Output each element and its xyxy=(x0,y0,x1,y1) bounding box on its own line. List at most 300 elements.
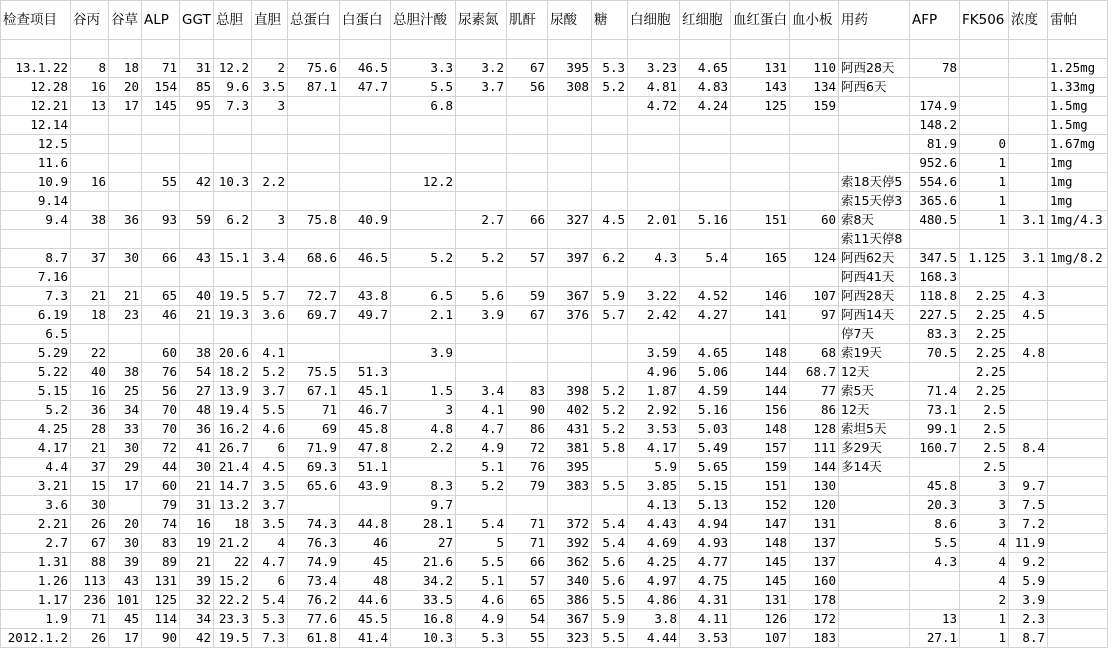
table-cell[interactable]: 2.7 xyxy=(1,534,71,553)
table-cell[interactable] xyxy=(1009,97,1048,116)
table-cell[interactable]: 15 xyxy=(71,477,109,496)
table-cell[interactable] xyxy=(252,135,288,154)
table-cell[interactable] xyxy=(340,268,391,287)
table-cell[interactable] xyxy=(839,591,910,610)
table-cell[interactable]: 68.7 xyxy=(790,363,839,382)
table-cell[interactable]: 3 xyxy=(252,211,288,230)
table-cell[interactable]: 7.3 xyxy=(1,287,71,306)
table-cell[interactable] xyxy=(1009,154,1048,173)
table-cell[interactable]: 47.7 xyxy=(340,78,391,97)
table-cell[interactable]: 39 xyxy=(109,553,142,572)
table-cell[interactable]: 12.2 xyxy=(391,173,456,192)
table-cell[interactable] xyxy=(1009,116,1048,135)
table-cell[interactable]: 5.4 xyxy=(680,249,731,268)
table-cell[interactable]: 12.2 xyxy=(214,59,252,78)
table-cell[interactable] xyxy=(391,230,456,249)
table-cell[interactable] xyxy=(507,344,548,363)
table-cell[interactable] xyxy=(1048,268,1108,287)
table-cell[interactable]: 2.2 xyxy=(391,439,456,458)
table-cell[interactable]: 5.2 xyxy=(456,249,507,268)
table-cell[interactable]: 27 xyxy=(391,534,456,553)
table-cell[interactable]: 5.5 xyxy=(592,629,628,648)
table-cell[interactable]: 86 xyxy=(790,401,839,420)
table-cell[interactable]: 停7天 xyxy=(839,325,910,344)
table-cell[interactable]: 131 xyxy=(731,591,790,610)
table-cell[interactable]: 83.3 xyxy=(910,325,960,344)
table-cell[interactable] xyxy=(548,230,592,249)
table-cell[interactable] xyxy=(109,173,142,192)
table-cell[interactable]: 43 xyxy=(109,572,142,591)
table-cell[interactable]: 431 xyxy=(548,420,592,439)
table-cell[interactable] xyxy=(180,135,214,154)
table-cell[interactable]: 1mg xyxy=(1048,154,1108,173)
column-header[interactable]: 浓度 xyxy=(1009,1,1048,40)
table-cell[interactable]: 3 xyxy=(960,477,1009,496)
table-cell[interactable]: 38 xyxy=(71,211,109,230)
table-cell[interactable]: 367 xyxy=(548,287,592,306)
table-cell[interactable]: 101 xyxy=(109,591,142,610)
table-cell[interactable] xyxy=(71,325,109,344)
table-cell[interactable]: 4.5 xyxy=(252,458,288,477)
table-cell[interactable] xyxy=(1009,325,1048,344)
table-cell[interactable] xyxy=(507,116,548,135)
table-cell[interactable] xyxy=(960,230,1009,249)
table-cell[interactable]: 45 xyxy=(109,610,142,629)
table-cell[interactable]: 160 xyxy=(790,572,839,591)
table-cell[interactable] xyxy=(340,325,391,344)
table-cell[interactable] xyxy=(180,154,214,173)
table-cell[interactable]: 5.15 xyxy=(1,382,71,401)
table-cell[interactable]: 76.3 xyxy=(288,534,340,553)
table-cell[interactable] xyxy=(548,268,592,287)
table-cell[interactable]: 30 xyxy=(71,496,109,515)
table-cell[interactable] xyxy=(288,173,340,192)
table-cell[interactable] xyxy=(142,325,180,344)
table-cell[interactable]: 60 xyxy=(142,477,180,496)
table-cell[interactable]: 19.4 xyxy=(214,401,252,420)
table-cell[interactable]: 71 xyxy=(507,534,548,553)
table-cell[interactable] xyxy=(340,192,391,211)
table-cell[interactable]: 6.2 xyxy=(214,211,252,230)
table-cell[interactable]: 46.7 xyxy=(340,401,391,420)
table-cell[interactable]: 74.3 xyxy=(288,515,340,534)
table-cell[interactable] xyxy=(1048,553,1108,572)
table-cell[interactable]: 72.7 xyxy=(288,287,340,306)
table-cell[interactable] xyxy=(1048,439,1108,458)
table-cell[interactable]: 8.3 xyxy=(391,477,456,496)
table-cell[interactable]: 77.6 xyxy=(288,610,340,629)
table-cell[interactable] xyxy=(180,325,214,344)
table-cell[interactable]: 4.31 xyxy=(680,591,731,610)
table-cell[interactable]: 174.9 xyxy=(910,97,960,116)
table-cell[interactable]: 阿西41天 xyxy=(839,268,910,287)
table-cell[interactable]: 340 xyxy=(548,572,592,591)
table-cell[interactable]: 97 xyxy=(790,306,839,325)
table-cell[interactable]: 47.8 xyxy=(340,439,391,458)
table-cell[interactable] xyxy=(680,230,731,249)
empty-cell[interactable] xyxy=(456,40,507,59)
table-cell[interactable]: 2.01 xyxy=(628,211,680,230)
table-cell[interactable]: 3.6 xyxy=(252,306,288,325)
table-cell[interactable] xyxy=(592,496,628,515)
table-cell[interactable]: 49.7 xyxy=(340,306,391,325)
table-cell[interactable]: 367 xyxy=(548,610,592,629)
table-cell[interactable]: 68 xyxy=(790,344,839,363)
table-cell[interactable]: 55 xyxy=(507,629,548,648)
table-cell[interactable]: 11.9 xyxy=(1009,534,1048,553)
table-cell[interactable]: 37 xyxy=(71,458,109,477)
table-cell[interactable]: 118.8 xyxy=(910,287,960,306)
table-cell[interactable]: 16 xyxy=(180,515,214,534)
table-cell[interactable] xyxy=(214,192,252,211)
column-header[interactable]: 白细胞 xyxy=(628,1,680,40)
table-cell[interactable]: 148 xyxy=(731,534,790,553)
table-cell[interactable] xyxy=(790,135,839,154)
table-cell[interactable]: 60 xyxy=(790,211,839,230)
table-cell[interactable]: 6.5 xyxy=(391,287,456,306)
table-cell[interactable]: 61.8 xyxy=(288,629,340,648)
table-cell[interactable] xyxy=(288,268,340,287)
table-cell[interactable]: 2 xyxy=(252,59,288,78)
table-cell[interactable] xyxy=(680,135,731,154)
table-cell[interactable]: 67.1 xyxy=(288,382,340,401)
table-cell[interactable]: 5.2 xyxy=(456,477,507,496)
table-cell[interactable]: 15.1 xyxy=(214,249,252,268)
table-cell[interactable] xyxy=(214,230,252,249)
table-cell[interactable]: 34 xyxy=(109,401,142,420)
column-header[interactable]: 总胆 xyxy=(214,1,252,40)
table-cell[interactable]: 73.1 xyxy=(910,401,960,420)
table-cell[interactable]: 144 xyxy=(731,382,790,401)
table-cell[interactable]: 57 xyxy=(507,249,548,268)
table-cell[interactable] xyxy=(592,344,628,363)
table-cell[interactable]: 1mg xyxy=(1048,173,1108,192)
column-header[interactable]: 白蛋白 xyxy=(340,1,391,40)
column-header[interactable]: 尿酸 xyxy=(548,1,592,40)
table-cell[interactable] xyxy=(391,192,456,211)
table-cell[interactable] xyxy=(910,230,960,249)
table-cell[interactable] xyxy=(960,78,1009,97)
table-cell[interactable] xyxy=(790,230,839,249)
table-cell[interactable]: 77 xyxy=(790,382,839,401)
table-cell[interactable]: 索18天停5 xyxy=(839,173,910,192)
table-cell[interactable] xyxy=(456,97,507,116)
table-cell[interactable]: 6.5 xyxy=(1,325,71,344)
table-cell[interactable] xyxy=(1048,306,1108,325)
table-cell[interactable] xyxy=(592,192,628,211)
table-cell[interactable]: 17 xyxy=(109,477,142,496)
table-cell[interactable] xyxy=(1009,135,1048,154)
table-cell[interactable]: 21 xyxy=(180,553,214,572)
table-cell[interactable]: 41 xyxy=(180,439,214,458)
table-cell[interactable]: 157 xyxy=(731,439,790,458)
table-cell[interactable]: 阿西14天 xyxy=(839,306,910,325)
table-cell[interactable]: 4.97 xyxy=(628,572,680,591)
table-cell[interactable]: 45.1 xyxy=(340,382,391,401)
table-cell[interactable]: 5.5 xyxy=(910,534,960,553)
table-cell[interactable]: 43.9 xyxy=(340,477,391,496)
table-cell[interactable] xyxy=(839,477,910,496)
table-cell[interactable]: 4.65 xyxy=(680,59,731,78)
table-cell[interactable] xyxy=(960,97,1009,116)
table-cell[interactable] xyxy=(592,173,628,192)
table-cell[interactable]: 4.17 xyxy=(628,439,680,458)
table-cell[interactable]: 11.6 xyxy=(1,154,71,173)
table-cell[interactable]: 39 xyxy=(180,572,214,591)
table-cell[interactable] xyxy=(340,230,391,249)
table-cell[interactable] xyxy=(592,135,628,154)
table-cell[interactable] xyxy=(839,135,910,154)
table-cell[interactable]: 13.9 xyxy=(214,382,252,401)
table-cell[interactable]: 4.72 xyxy=(628,97,680,116)
table-cell[interactable]: 3.7 xyxy=(252,382,288,401)
table-cell[interactable]: 65 xyxy=(507,591,548,610)
table-cell[interactable]: 9.7 xyxy=(391,496,456,515)
table-cell[interactable]: 2.1 xyxy=(391,306,456,325)
table-cell[interactable]: 1.5 xyxy=(391,382,456,401)
table-cell[interactable]: 90 xyxy=(142,629,180,648)
table-cell[interactable] xyxy=(109,135,142,154)
table-cell[interactable]: 126 xyxy=(731,610,790,629)
table-cell[interactable]: 16 xyxy=(71,382,109,401)
table-cell[interactable] xyxy=(628,192,680,211)
table-cell[interactable] xyxy=(839,97,910,116)
table-cell[interactable]: 4.24 xyxy=(680,97,731,116)
table-cell[interactable]: 2.25 xyxy=(960,306,1009,325)
table-cell[interactable] xyxy=(109,192,142,211)
table-cell[interactable]: 36 xyxy=(180,420,214,439)
table-cell[interactable]: 17 xyxy=(109,97,142,116)
column-header[interactable]: 总蛋白 xyxy=(288,1,340,40)
table-cell[interactable]: 71 xyxy=(507,515,548,534)
table-cell[interactable] xyxy=(391,116,456,135)
empty-cell[interactable] xyxy=(1048,40,1108,59)
table-cell[interactable]: 30 xyxy=(109,439,142,458)
table-cell[interactable] xyxy=(456,325,507,344)
table-cell[interactable] xyxy=(1009,382,1048,401)
table-cell[interactable]: 6.8 xyxy=(391,97,456,116)
table-cell[interactable]: 28.1 xyxy=(391,515,456,534)
table-cell[interactable]: 4.43 xyxy=(628,515,680,534)
table-cell[interactable]: 4.6 xyxy=(456,591,507,610)
table-cell[interactable] xyxy=(456,496,507,515)
table-cell[interactable] xyxy=(839,572,910,591)
table-cell[interactable]: 87.1 xyxy=(288,78,340,97)
table-cell[interactable]: 1 xyxy=(960,211,1009,230)
table-cell[interactable] xyxy=(839,534,910,553)
table-cell[interactable]: 2.5 xyxy=(960,458,1009,477)
table-cell[interactable] xyxy=(1048,230,1108,249)
table-cell[interactable]: 5.1 xyxy=(456,572,507,591)
table-cell[interactable]: 3.3 xyxy=(391,59,456,78)
table-cell[interactable]: 34.2 xyxy=(391,572,456,591)
table-cell[interactable] xyxy=(592,268,628,287)
table-cell[interactable]: 76.2 xyxy=(288,591,340,610)
table-cell[interactable] xyxy=(592,230,628,249)
table-cell[interactable] xyxy=(456,192,507,211)
table-cell[interactable]: 5.5 xyxy=(592,591,628,610)
table-cell[interactable]: 5.65 xyxy=(680,458,731,477)
table-cell[interactable]: 75.6 xyxy=(288,59,340,78)
table-cell[interactable]: 1.125 xyxy=(960,249,1009,268)
table-cell[interactable]: 33.5 xyxy=(391,591,456,610)
table-cell[interactable] xyxy=(628,268,680,287)
table-cell[interactable]: 5.5 xyxy=(391,78,456,97)
table-cell[interactable]: 33 xyxy=(109,420,142,439)
table-cell[interactable] xyxy=(628,135,680,154)
table-cell[interactable]: 59 xyxy=(180,211,214,230)
table-cell[interactable]: 168.3 xyxy=(910,268,960,287)
table-cell[interactable]: 3.9 xyxy=(456,306,507,325)
table-cell[interactable]: 46.5 xyxy=(340,59,391,78)
table-cell[interactable]: 3 xyxy=(391,401,456,420)
table-cell[interactable]: 19.3 xyxy=(214,306,252,325)
table-cell[interactable]: 90 xyxy=(507,401,548,420)
table-cell[interactable] xyxy=(1009,458,1048,477)
table-cell[interactable]: 4.1 xyxy=(456,401,507,420)
table-cell[interactable]: 3.9 xyxy=(1009,591,1048,610)
table-cell[interactable]: 143 xyxy=(731,78,790,97)
table-cell[interactable] xyxy=(252,325,288,344)
table-cell[interactable]: 125 xyxy=(731,97,790,116)
table-cell[interactable]: 145 xyxy=(142,97,180,116)
table-cell[interactable]: 20.6 xyxy=(214,344,252,363)
table-cell[interactable]: 1 xyxy=(960,173,1009,192)
table-cell[interactable] xyxy=(456,154,507,173)
table-cell[interactable] xyxy=(288,135,340,154)
table-cell[interactable] xyxy=(548,344,592,363)
table-cell[interactable]: 18 xyxy=(109,59,142,78)
table-cell[interactable] xyxy=(1048,401,1108,420)
table-cell[interactable]: 2.92 xyxy=(628,401,680,420)
table-cell[interactable] xyxy=(180,230,214,249)
table-cell[interactable]: 6 xyxy=(252,572,288,591)
table-cell[interactable] xyxy=(288,325,340,344)
table-cell[interactable]: 3 xyxy=(252,97,288,116)
table-cell[interactable]: 5.2 xyxy=(592,78,628,97)
table-cell[interactable]: 114 xyxy=(142,610,180,629)
table-cell[interactable] xyxy=(680,116,731,135)
table-cell[interactable]: 5.03 xyxy=(680,420,731,439)
table-cell[interactable]: 5.6 xyxy=(592,553,628,572)
table-cell[interactable]: 347.5 xyxy=(910,249,960,268)
table-cell[interactable]: 4.25 xyxy=(1,420,71,439)
table-cell[interactable]: 3.7 xyxy=(252,496,288,515)
table-cell[interactable]: 索8天 xyxy=(839,211,910,230)
table-cell[interactable]: 372 xyxy=(548,515,592,534)
table-cell[interactable]: 46 xyxy=(340,534,391,553)
table-cell[interactable]: 148.2 xyxy=(910,116,960,135)
column-header[interactable]: 检查项目 xyxy=(1,1,71,40)
table-cell[interactable] xyxy=(288,230,340,249)
table-cell[interactable]: 72 xyxy=(142,439,180,458)
table-cell[interactable] xyxy=(340,496,391,515)
table-cell[interactable] xyxy=(910,591,960,610)
table-cell[interactable] xyxy=(109,230,142,249)
table-cell[interactable]: 21 xyxy=(180,306,214,325)
table-cell[interactable]: 3.23 xyxy=(628,59,680,78)
table-cell[interactable]: 4.7 xyxy=(456,420,507,439)
table-cell[interactable]: 20 xyxy=(109,78,142,97)
table-cell[interactable] xyxy=(731,325,790,344)
table-cell[interactable] xyxy=(507,496,548,515)
table-cell[interactable] xyxy=(1009,59,1048,78)
table-cell[interactable]: 1.5mg xyxy=(1048,97,1108,116)
table-cell[interactable]: 4.5 xyxy=(1009,306,1048,325)
table-cell[interactable]: 71.4 xyxy=(910,382,960,401)
table-cell[interactable]: 43 xyxy=(180,249,214,268)
table-cell[interactable] xyxy=(1048,515,1108,534)
table-cell[interactable] xyxy=(960,116,1009,135)
table-cell[interactable]: 2.25 xyxy=(960,287,1009,306)
table-cell[interactable]: 42 xyxy=(180,173,214,192)
table-cell[interactable]: 65 xyxy=(142,287,180,306)
table-cell[interactable] xyxy=(839,116,910,135)
table-cell[interactable] xyxy=(731,154,790,173)
table-cell[interactable]: 3.53 xyxy=(680,629,731,648)
table-cell[interactable]: 2.3 xyxy=(1009,610,1048,629)
table-cell[interactable]: 18 xyxy=(71,306,109,325)
table-cell[interactable] xyxy=(1009,420,1048,439)
table-cell[interactable]: 3.1 xyxy=(1009,249,1048,268)
table-cell[interactable]: 3.5 xyxy=(252,78,288,97)
table-cell[interactable]: 365.6 xyxy=(910,192,960,211)
table-cell[interactable] xyxy=(507,325,548,344)
column-header[interactable]: AFP xyxy=(910,1,960,40)
table-cell[interactable]: 134 xyxy=(790,78,839,97)
table-cell[interactable]: 15.2 xyxy=(214,572,252,591)
table-cell[interactable]: 37 xyxy=(71,249,109,268)
table-cell[interactable]: 5.3 xyxy=(592,59,628,78)
table-cell[interactable]: 172 xyxy=(790,610,839,629)
table-cell[interactable]: 5.9 xyxy=(628,458,680,477)
table-cell[interactable]: 7.2 xyxy=(1009,515,1048,534)
table-cell[interactable]: 4 xyxy=(960,553,1009,572)
table-cell[interactable] xyxy=(288,97,340,116)
table-cell[interactable]: 4.4 xyxy=(1,458,71,477)
empty-cell[interactable] xyxy=(910,40,960,59)
column-header[interactable]: 血红蛋白 xyxy=(731,1,790,40)
table-cell[interactable]: 27 xyxy=(180,382,214,401)
table-cell[interactable]: 12.5 xyxy=(1,135,71,154)
table-cell[interactable]: 45.5 xyxy=(340,610,391,629)
table-cell[interactable]: 3.21 xyxy=(1,477,71,496)
table-cell[interactable]: 34 xyxy=(180,610,214,629)
table-cell[interactable]: 51.1 xyxy=(340,458,391,477)
table-cell[interactable]: 69.3 xyxy=(288,458,340,477)
table-cell[interactable] xyxy=(731,135,790,154)
table-cell[interactable] xyxy=(548,496,592,515)
table-cell[interactable]: 5.9 xyxy=(592,287,628,306)
table-cell[interactable]: 阿西6天 xyxy=(839,78,910,97)
table-cell[interactable] xyxy=(548,154,592,173)
table-cell[interactable] xyxy=(142,116,180,135)
table-cell[interactable]: 76 xyxy=(142,363,180,382)
column-header[interactable]: 尿素氮 xyxy=(456,1,507,40)
table-cell[interactable] xyxy=(456,116,507,135)
table-cell[interactable]: 5.6 xyxy=(456,287,507,306)
table-cell[interactable]: 5.2 xyxy=(592,382,628,401)
table-cell[interactable] xyxy=(1009,363,1048,382)
table-cell[interactable]: 1mg/8.2 xyxy=(1048,249,1108,268)
table-cell[interactable]: 48 xyxy=(180,401,214,420)
table-cell[interactable]: 151 xyxy=(731,477,790,496)
table-cell[interactable]: 66 xyxy=(142,249,180,268)
table-cell[interactable]: 1 xyxy=(960,610,1009,629)
table-cell[interactable] xyxy=(1048,477,1108,496)
table-cell[interactable] xyxy=(288,192,340,211)
column-header[interactable]: 血小板 xyxy=(790,1,839,40)
